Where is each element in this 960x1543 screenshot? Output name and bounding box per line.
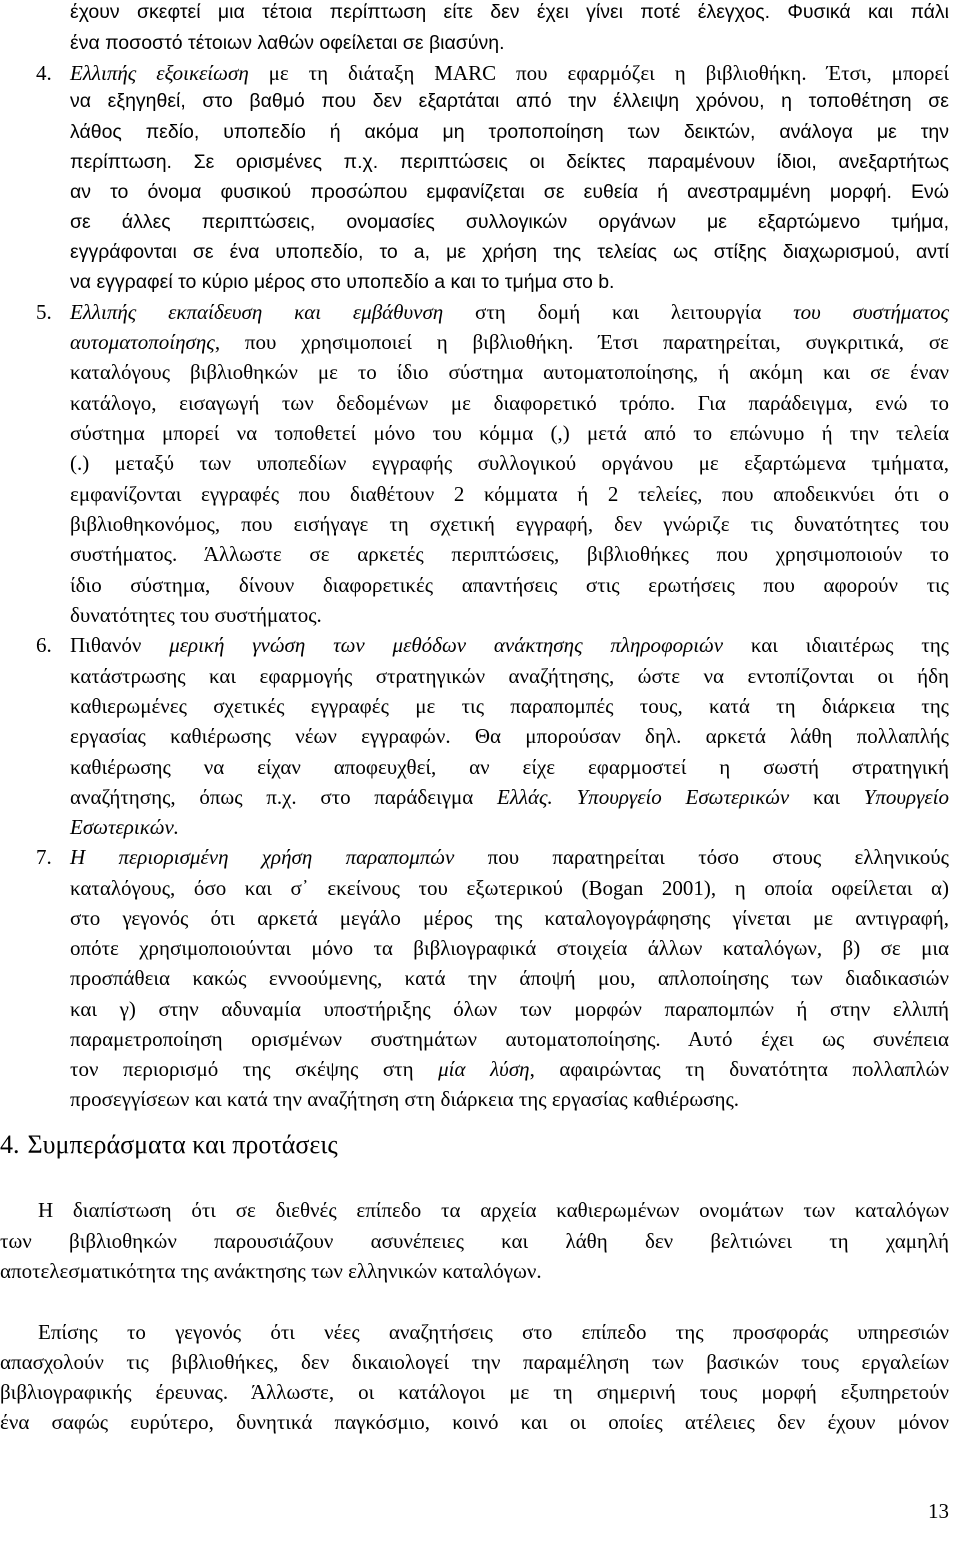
text-line: Επίσης το γεγονός ότι νέες αναζητήσεις στο επίπεδο της προσφοράς υπηρεσιών: [38, 1320, 949, 1344]
page-number: 13: [928, 1499, 949, 1523]
text-line: κατάλογο, εισαγωγή των δεδομένων με διαφορετικό τρόπο. Για παράδειγμα, ενώ το: [70, 391, 949, 415]
text-line: [70, 1055, 949, 1083]
text-line: προσεγγίσεων και κατά την αναζήτηση στη διάρκεια της εργασίας καθιέρωσης.: [70, 1087, 740, 1111]
italic-phrase: Υπουργείο: [863, 785, 949, 809]
text-line: ίδιο σύστημα, δίνουν διαφορετικές απαντήσεις στις ερωτήσεις που αφορούν τις: [70, 573, 949, 597]
text-line: καταλόγους, όσο και σ᾽ εκείνους του εξωτερικού (Bogan 2001), η οποία οφείλεται α): [70, 876, 949, 900]
text-line: καθιερωμένες σχετικές εγγραφές με τις παραπομπές τους, κατά τη διάρκεια της: [70, 694, 949, 718]
text-line: απασχολούν τις βιβλιοθήκες, δεν δικαιολογεί την παραμέληση των βασικών τους εργαλείων: [0, 1350, 949, 1374]
text-span: αναζήτησης, όπως π.χ. στο παράδειγμα: [70, 785, 497, 809]
text-line: δυνατότητες του συστήματος.: [70, 603, 322, 627]
text-line: έχουν σκεφτεί μια τέτοια περίπτωση είτε δεν έχει γίνει ποτέ έλεγχος. Φυσικά και πάλι: [70, 1, 949, 23]
text-line: καταλόγους βιβλιοθηκών με το ίδιο σύστημα αυτοματοποίησης, ή ακόμη και σε έναν: [70, 360, 949, 384]
text-line: συστήματος. Άλλωστε σε αρκετές περιπτώσεις, βιβλιοθήκες που χρησιμοποιούν το: [70, 542, 949, 566]
text-line: Η διαπίστωση ότι σε διεθνές επίπεδο τα αρχεία καθιερωμένων ονομάτων των καταλόγων: [38, 1198, 949, 1222]
text-line: [70, 631, 949, 659]
italic-phrase: Η περιορισμένη χρήση παραπομπών: [70, 845, 455, 869]
text-line: λάθος πεδίο, υποπεδίο ή ακόμα μη τροποποίηση των δεικτών, ανάλογα με την: [70, 121, 949, 143]
text-span: που παρατηρείται τόσο στους ελληνικούς: [454, 845, 949, 869]
list-item-number: 4.: [36, 61, 52, 85]
text-line: εμφανίζονται εγγραφές που διαθέτουν 2 κόμματα ή 2 τελείες, που αποδεικνύει ότι ο: [70, 482, 949, 506]
text-line: καθιέρωσης να είχαν αποφευχθεί, αν είχε εφαρμοστεί η σωστή στρατηγική: [70, 755, 949, 779]
italic-phrase: μερική γνώση των μεθόδων ανάκτησης πληροφοριών: [169, 633, 724, 657]
text-line: οπότε χρησιμοποιούνται μόνο τα βιβλιογραφικά στοιχεία άλλων καταλόγων, β) σε μια: [70, 936, 949, 960]
text-span: , αφαιρώντας τη δυνατότητα πολλαπλών: [529, 1057, 949, 1081]
section-heading: [0, 1128, 338, 1162]
text-line: ένα ποσοστό τέτοιων λαθών οφείλεται σε βιασύνη.: [70, 32, 505, 54]
text-line: [70, 328, 949, 356]
text-span: και ιδιαιτέρως της: [723, 633, 949, 657]
italic-phrase: Ελλάς. Υπουργείο Εσωτερικών: [497, 785, 790, 809]
italic-phrase: μία λύση: [438, 1057, 530, 1081]
text-line: να εγγραφεί το κύριο μέρος στο υποπεδίο a και το τμήμα στο b.: [70, 271, 615, 293]
text-line: και γ) στην αδυναμία υποστήριξης όλων των μορφών παραπομπών ή στην ελλιπή: [70, 997, 949, 1021]
text-span: Πιθανόν: [70, 633, 170, 657]
text-span: με τη διάταξη MARC που εφαρμόζει η βιβλιοθήκη. Έτσι, μπορεί: [248, 61, 949, 85]
list-item-number: 5.: [36, 300, 52, 324]
text-line: βιβλιογραφικής έρευνας. Άλλωστε, οι κατάλογοι με τη σημερινή τους μορφή εξυπηρετούν: [0, 1380, 949, 1404]
list-item-number: 6.: [36, 633, 52, 657]
text-line: περίπτωση. Σε ορισμένες π.χ. περιπτώσεις οι δείκτες παραμένουν ίδιοι, ανεξαρτήτως: [70, 151, 949, 173]
text-line: παραμετροποίηση ορισμένων συστημάτων αυτοματοποίησης. Αυτό έχει ως συνέπεια: [70, 1027, 949, 1051]
text-line: να εξηγηθεί, στο βαθμό που δεν εξαρτάται από την έλλειψη χρόνου, η τοποθέτηση σε: [70, 90, 949, 112]
text-span: τον περιορισμό της σκέψης στη: [70, 1057, 439, 1081]
italic-phrase: Ελλιπής εξοικείωση: [70, 61, 249, 85]
text-line: [70, 59, 949, 87]
text-line: [70, 783, 949, 811]
section-number: 4.: [0, 1130, 20, 1159]
text-line: βιβλιοθηκονόμος, που εισήγαγε τη σχετική εγγραφή, δεν γνώριζε τις δυνατότητες του: [70, 512, 949, 536]
text-line: των βιβλιοθηκών παρουσιάζουν ασυνέπειες και λάθη δεν βελτιώνει τη χαμηλή: [0, 1229, 949, 1253]
text-span: στη δομή και λειτουργία: [443, 300, 794, 324]
italic-phrase: Ελλιπής εκπαίδευση και εμβάθυνση: [70, 300, 444, 324]
list-item-number: 7.: [36, 845, 52, 869]
text-line: εγγράφονται σε ένα υποπεδίο, το a, με χρήση της τελείας ως στίξης διαχωρισμού, αντί: [70, 241, 949, 263]
text-line: προσπάθεια κακώς εννοούμενης, κατά την άποψή μου, απλοποίησης των διαδικασιών: [70, 966, 949, 990]
text-line: κατάστρωσης και εφαρμογής στρατηγικών αναζήτησης, ώστε να εντοπίζονται οι ήδη: [70, 664, 949, 688]
text-line: σύστημα μπορεί να τοποθετεί μόνο του κόμμα (,) μετά από το επώνυμο ή την τελεία: [70, 421, 949, 445]
section-title: Συμπεράσματα και προτάσεις: [27, 1130, 338, 1159]
text-line: αν το όνομα φυσικού προσώπου εμφανίζεται σε ευθεία ή ανεστραμμένη μορφή. Ενώ: [70, 181, 949, 203]
text-span: , που χρησιμοποιεί η βιβλιοθήκη. Έτσι παρατηρείται, συγκριτικά, σε: [214, 330, 949, 354]
text-line: ένα σαφώς ευρύτερο, δυνητικά παγκόσμιο, κοινό και οι οποίες ατέλειες δεν έχουν μόνον: [0, 1410, 949, 1434]
text-line: σε άλλες περιπτώσεις, ονομασίες συλλογικών οργάνων με εξαρτώμενο τμήμα,: [70, 211, 949, 233]
italic-phrase: του συστήματος: [793, 300, 949, 324]
text-line: στο γεγονός ότι αρκετά μεγάλο μέρος της καταλογογράφησης γίνεται με αντιγραφή,: [70, 906, 949, 930]
text-span: και: [789, 785, 864, 809]
text-line: [70, 843, 949, 871]
italic-phrase: Εσωτερικών.: [70, 815, 180, 839]
text-line: εργασίας καθιέρωσης νέων εγγραφών. Θα μπορούσαν δηλ. αρκετά λάθη πολλαπλής: [70, 724, 949, 748]
text-line: [70, 298, 949, 326]
italic-phrase: αυτοματοποίησης: [70, 330, 215, 354]
text-line: αποτελεσματικότητα της ανάκτησης των ελληνικών καταλόγων.: [0, 1259, 542, 1283]
text-line: (.) μεταξύ των υποπεδίων εγγραφής συλλογικού οργάνου με εξαρτώμενα τμήματα,: [70, 451, 949, 475]
text-line: [70, 813, 179, 841]
